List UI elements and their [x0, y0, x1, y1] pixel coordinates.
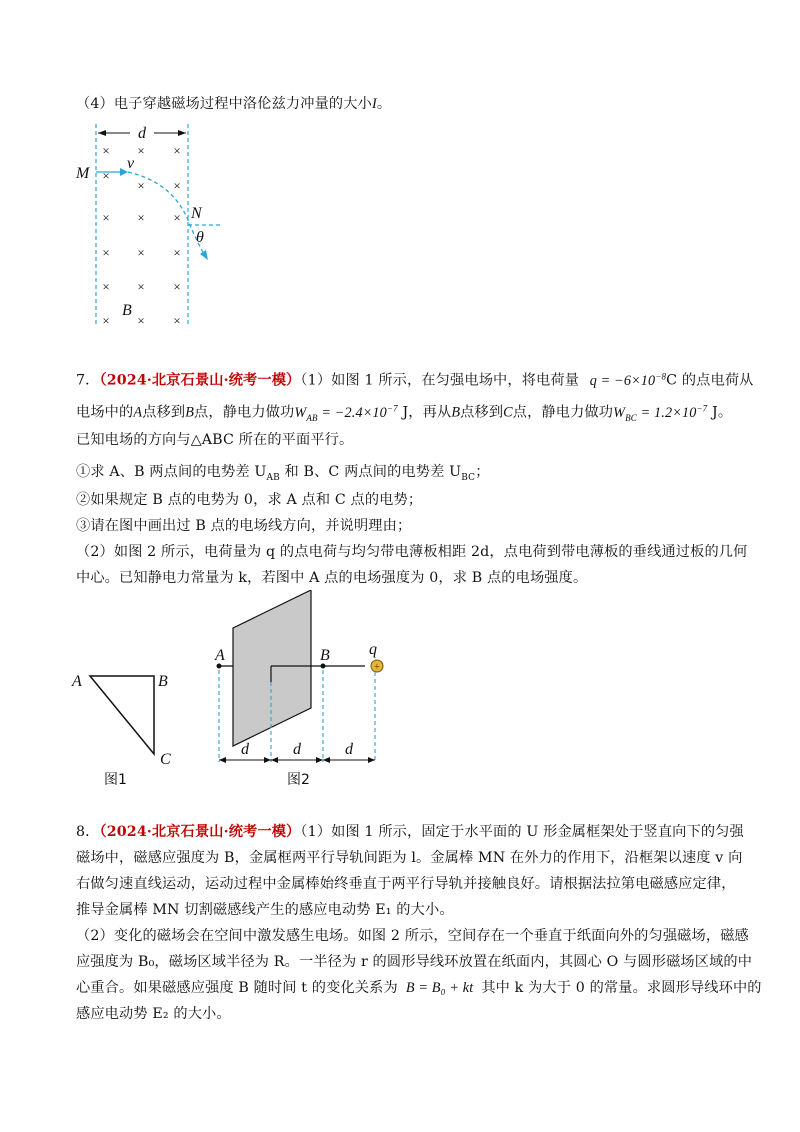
- field-crosses: [102, 143, 180, 328]
- svg-text:×: ×: [102, 210, 110, 225]
- charge-plus-icon: +: [374, 662, 380, 673]
- fig2-d1-label: d: [241, 741, 249, 758]
- angle-theta-label: θ: [196, 229, 204, 246]
- svg-text:×: ×: [102, 245, 110, 260]
- fig2-d2-label: d: [293, 741, 301, 758]
- svg-text:×: ×: [173, 178, 181, 193]
- svg-text:×: ×: [173, 210, 181, 225]
- q8-line7: 心重合。如果磁感应强度 B 随时间 t 的变化关系为 B = B₀ + kt 其中 k 为大于 0 的常量。求圆形导线环中的: [76, 980, 762, 996]
- q7-line1: 7．（2024·北京石景山·统考一模）（1）如图 1 所示，在匀强电场中，将电荷量 $q = -6\times 10^{-8}C$ 的点电荷从: [76, 371, 754, 389]
- svg-text:×: ×: [173, 313, 181, 328]
- svg-text:×: ×: [173, 279, 181, 294]
- svg-text:×: ×: [102, 313, 110, 328]
- q6-part4-text: （4）电子穿越磁场过程中洛伦兹力冲量的大小I。: [76, 96, 392, 112]
- figure-2-plate: [205, 590, 405, 790]
- width-d-label: d: [138, 125, 146, 142]
- svg-text:×: ×: [137, 279, 145, 294]
- magnetic-field-figure: [72, 120, 232, 330]
- point-N-label: N: [191, 205, 202, 222]
- q8-line8: 感应电动势 E₂ 的大小。: [76, 1006, 231, 1022]
- q8-source: （2024·北京石景山·统考一模）: [99, 824, 301, 840]
- point-M-label: M: [76, 165, 90, 182]
- fig1-A-label: A: [72, 673, 82, 690]
- svg-text:×: ×: [137, 143, 145, 158]
- q8-line1: 8．（2024·北京石景山·统考一模）（1）如图 1 所示，固定于水平面的 U 形金属框架处于竖直向下的匀强: [76, 824, 744, 840]
- q7-line8: 中心。已知静电力常量为 k，若图中 A 点的电场强度为 0，求 B 点的电场强度。: [76, 570, 588, 586]
- svg-text:×: ×: [102, 279, 110, 294]
- svg-text:×: ×: [102, 168, 110, 183]
- fig1-B-label: B: [158, 673, 168, 690]
- q8-line6: 应强度为 B₀，磁场区域半径为 R。一半径为 r 的圆形导线环放置在纸面内，其圆心 O 与圆形磁场区域的中: [76, 954, 753, 970]
- fig1-caption: 图1: [104, 772, 127, 788]
- fig2-B-label: B: [320, 647, 330, 664]
- fig1-C-label: C: [160, 751, 171, 768]
- svg-text:×: ×: [102, 143, 110, 158]
- q8-line4: 推导金属棒 MN 切割磁感线产生的感应电动势 E₁ 的大小。: [76, 902, 454, 918]
- fig2-caption: 图2: [287, 772, 310, 788]
- q7-line2: 电场中的A点移到B点，静电力做功$W_{AB} = -2.4\times 10^{-7}$ J，再从B点移到C点，静电力做功$W_{BC} = 1.2\times 10^{-7}$ J。: [76, 403, 733, 423]
- q7-source: （2024·北京石景山·统考一模）: [99, 372, 301, 389]
- svg-text:×: ×: [173, 245, 181, 260]
- q7-line7: （2）如图 2 所示，电荷量为 q 的点电荷与均匀带电薄板相距 2d，点电荷到带电薄板的垂线通过板的几何: [76, 544, 748, 560]
- svg-text:×: ×: [137, 210, 145, 225]
- svg-text:×: ×: [137, 245, 145, 260]
- svg-text:×: ×: [173, 143, 181, 158]
- q7-line5: ②如果规定 B 点的电势为 0，求 A 点和 C 点的电势；: [76, 492, 423, 508]
- q7-line6: ③请在图中画出过 B 点的电场线方向，并说明理由；: [76, 518, 412, 534]
- fig2-d3-label: d: [345, 741, 353, 758]
- fig2-q-label: q: [369, 641, 377, 658]
- fig2-A-label: A: [215, 647, 225, 664]
- q7-line4: ①求 A、B 两点间的电势差 $U_{AB}$ 和 B、C 两点间的电势差 $U_{BC}$；: [76, 464, 490, 483]
- velocity-v-label: v: [127, 155, 135, 172]
- svg-text:×: ×: [137, 178, 145, 193]
- q8-line2: 磁场中，磁感应强度为 B，金属框两平行导轨间距为 l。金属棒 MN 在外力的作用下，沿框架以速度 v 向: [76, 850, 743, 866]
- figure-1-triangle: [70, 660, 190, 800]
- svg-text:×: ×: [137, 313, 145, 328]
- q8-line5: （2）变化的磁场会在空间中激发感生电场。如图 2 所示，空间存在一个垂直于纸面向外的匀强磁场，磁感: [76, 928, 749, 944]
- q7-line3: 已知电场的方向与△ABC 所在的平面平行。: [76, 432, 354, 448]
- q8-line3: 右做匀速直线运动，运动过程中金属棒始终垂直于两平行导轨并接触良好。请根据法拉第电磁感应定律，: [76, 876, 736, 892]
- field-B-label: B: [122, 302, 132, 319]
